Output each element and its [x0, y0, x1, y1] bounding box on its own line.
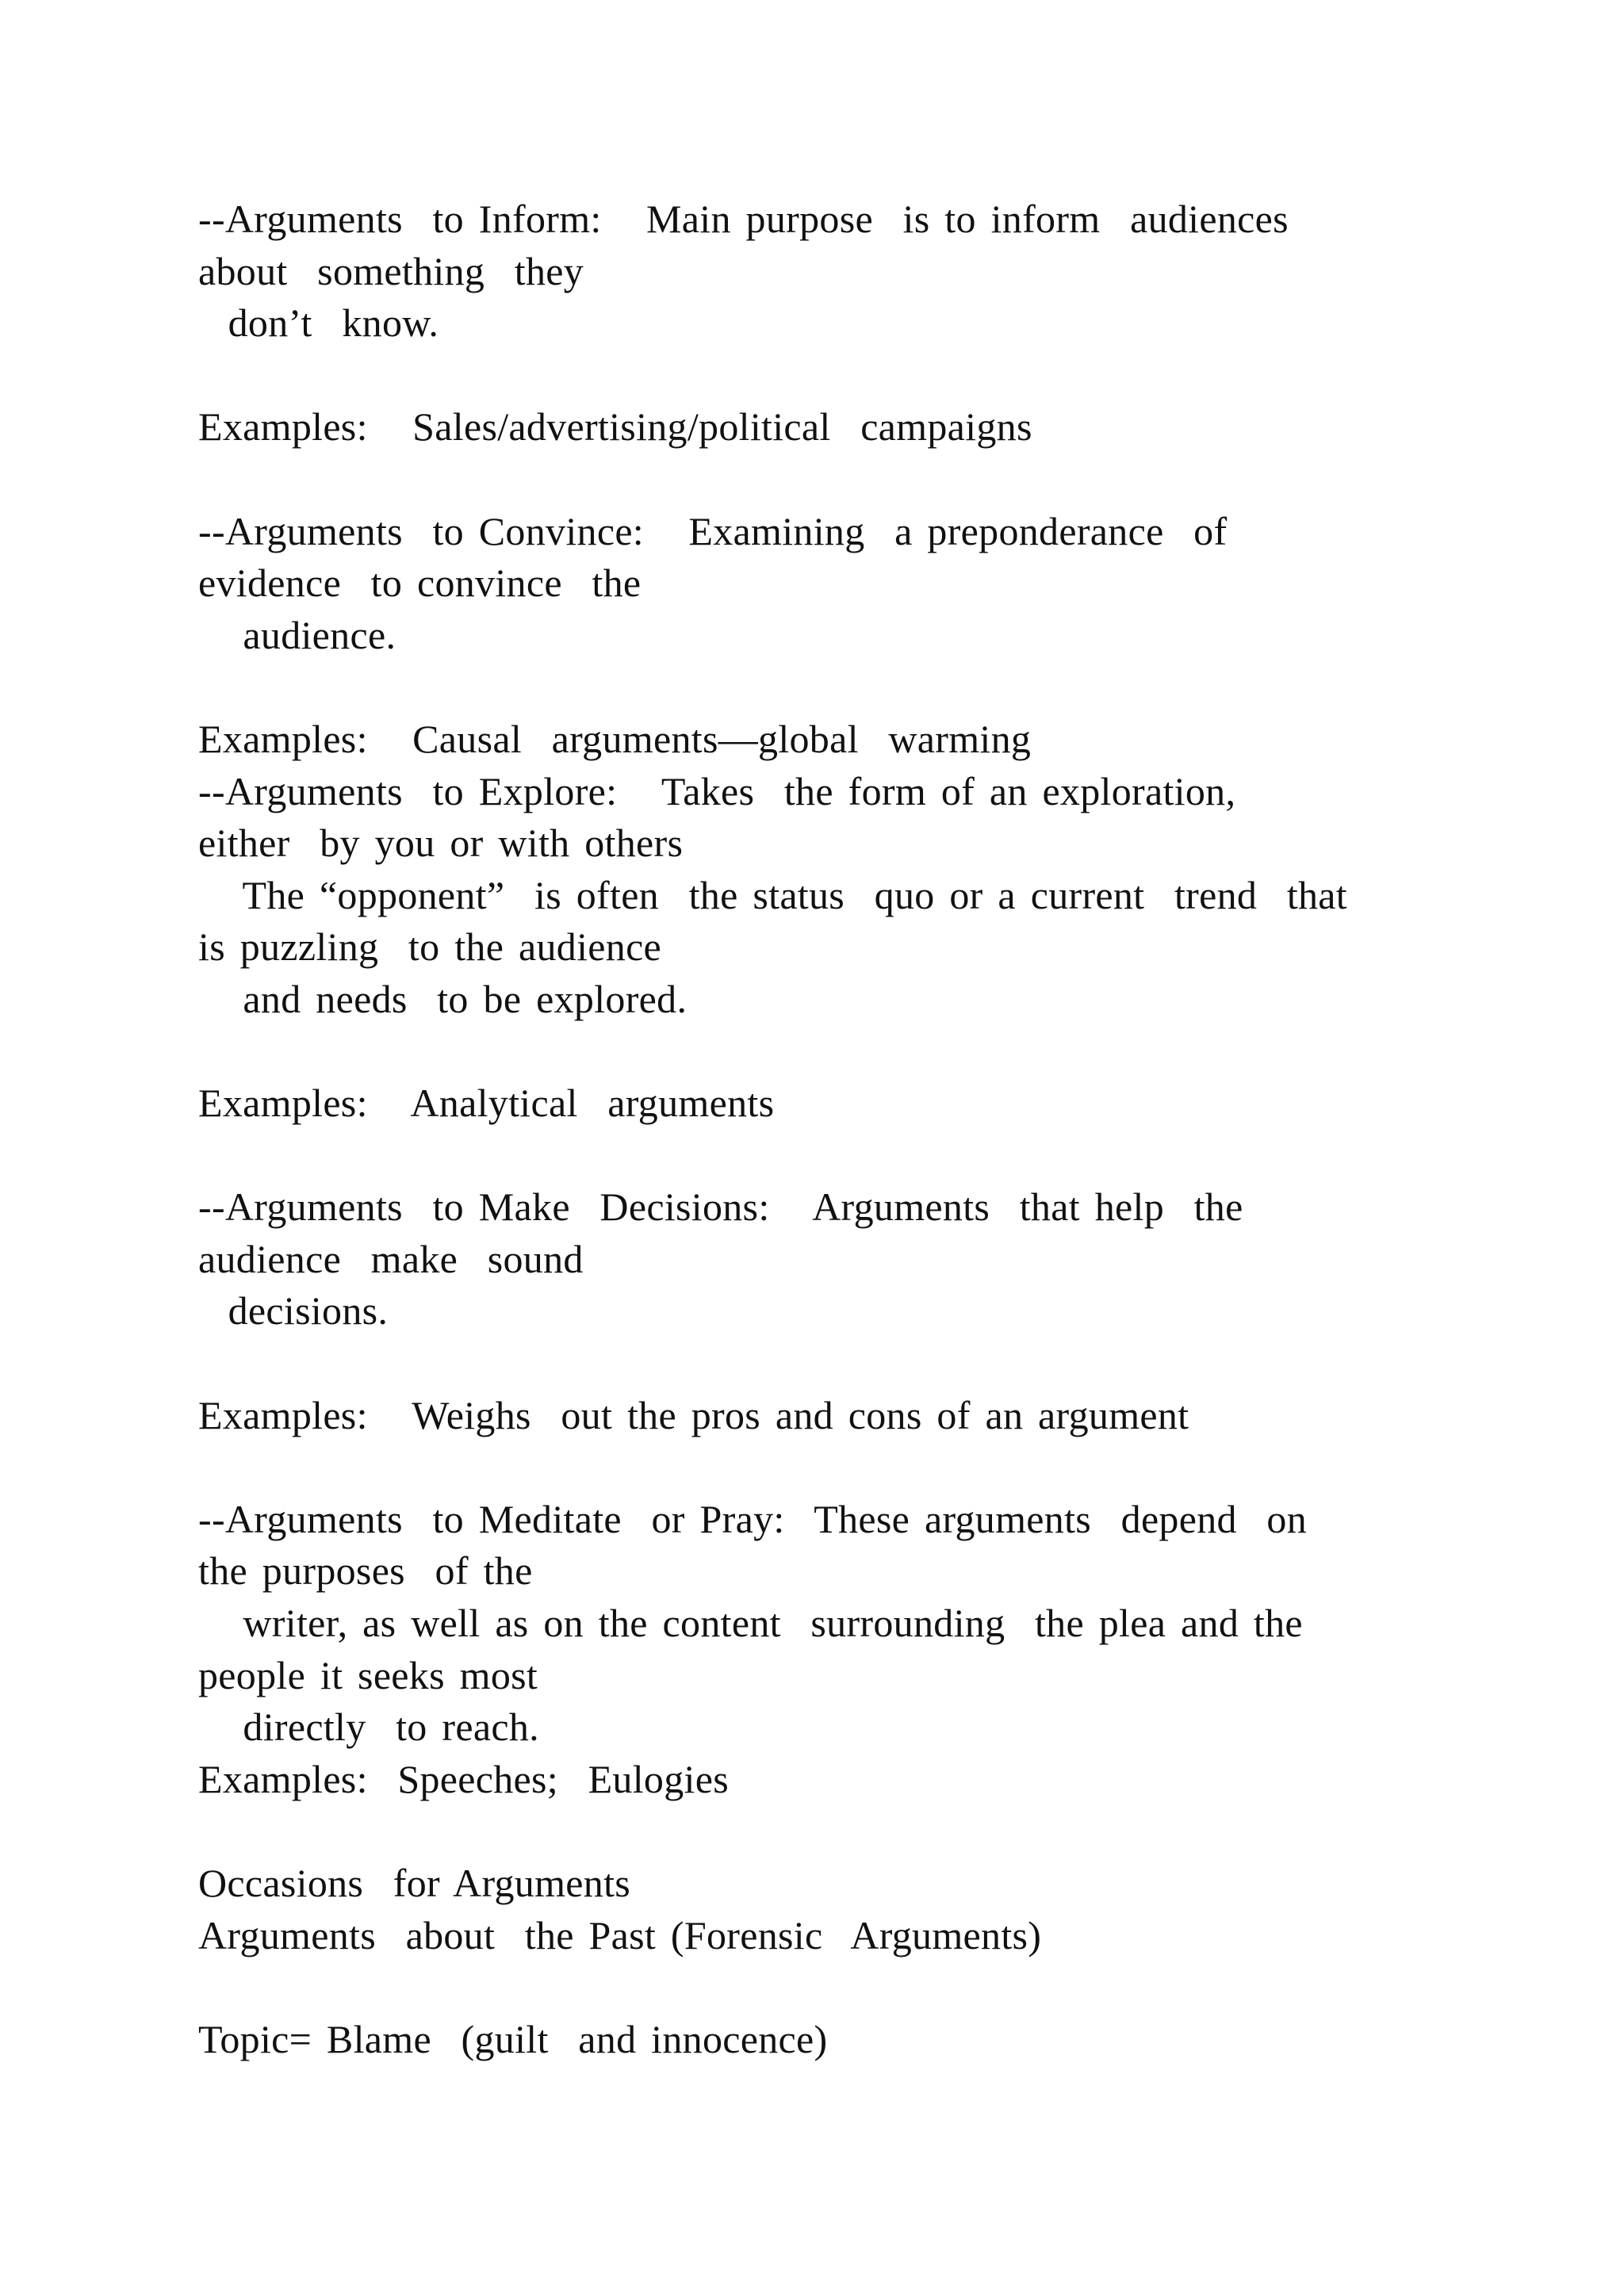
text-line: the purposes of the [198, 1548, 533, 1594]
blank-line [198, 350, 1435, 402]
text-line: Arguments about the Past (Forensic Arguments) [198, 1912, 1042, 1957]
text-line: Examples: Causal arguments—global warming [198, 716, 1032, 761]
text-line: don’t know. [198, 300, 439, 346]
blank-line [198, 1441, 1435, 1494]
text-line: Examples: Speeches; Eulogies [198, 1756, 729, 1801]
text-line: Examples: Weighs out the pros and cons of an argument [198, 1392, 1189, 1437]
text-line: The “opponent” is often the status quo or a current trend that [198, 872, 1347, 917]
text-line: about something they [198, 248, 584, 293]
text-line: evidence to convince the [198, 561, 642, 606]
text-line: audience. [198, 612, 396, 657]
text-line: --Arguments to Explore: Takes the form of an exploration, [198, 768, 1236, 813]
text-line: people it seeks most [198, 1652, 538, 1697]
document-text [198, 193, 1435, 2065]
text-line: and needs to be explored. [198, 976, 688, 1021]
section-heading: Occasions for Arguments [198, 1861, 631, 1905]
blank-line [198, 1805, 1435, 1858]
text-line: either by you or with others [198, 821, 684, 866]
blank-line [198, 1026, 1435, 1078]
text-line: audience make sound [198, 1236, 584, 1281]
blank-line [198, 1130, 1435, 1182]
blank-line [198, 1337, 1435, 1390]
text-line: Topic= Blame (guilt and innocence) [198, 2016, 828, 2061]
text-line: --Arguments to Inform: Main purpose is to inform audiences [198, 197, 1289, 241]
text-line: is puzzling to the audience [198, 924, 662, 970]
blank-line [198, 661, 1435, 714]
blank-line [198, 1961, 1435, 2014]
text-line: --Arguments to Meditate or Pray: These arguments depend on [198, 1496, 1308, 1541]
text-line: --Arguments to Make Decisions: Arguments that help the [198, 1184, 1243, 1230]
text-line: Examples: Analytical arguments [198, 1081, 775, 1126]
text-line: --Arguments to Convince: Examining a preponderance of [198, 508, 1228, 553]
text-line: decisions. [198, 1288, 389, 1334]
text-line: writer, as well as on the content surrounding the plea and the [198, 1601, 1303, 1646]
text-line: Examples: Sales/advertising/political campaigns [198, 404, 1032, 450]
text-line: directly to reach. [198, 1705, 539, 1750]
blank-line [198, 453, 1435, 506]
